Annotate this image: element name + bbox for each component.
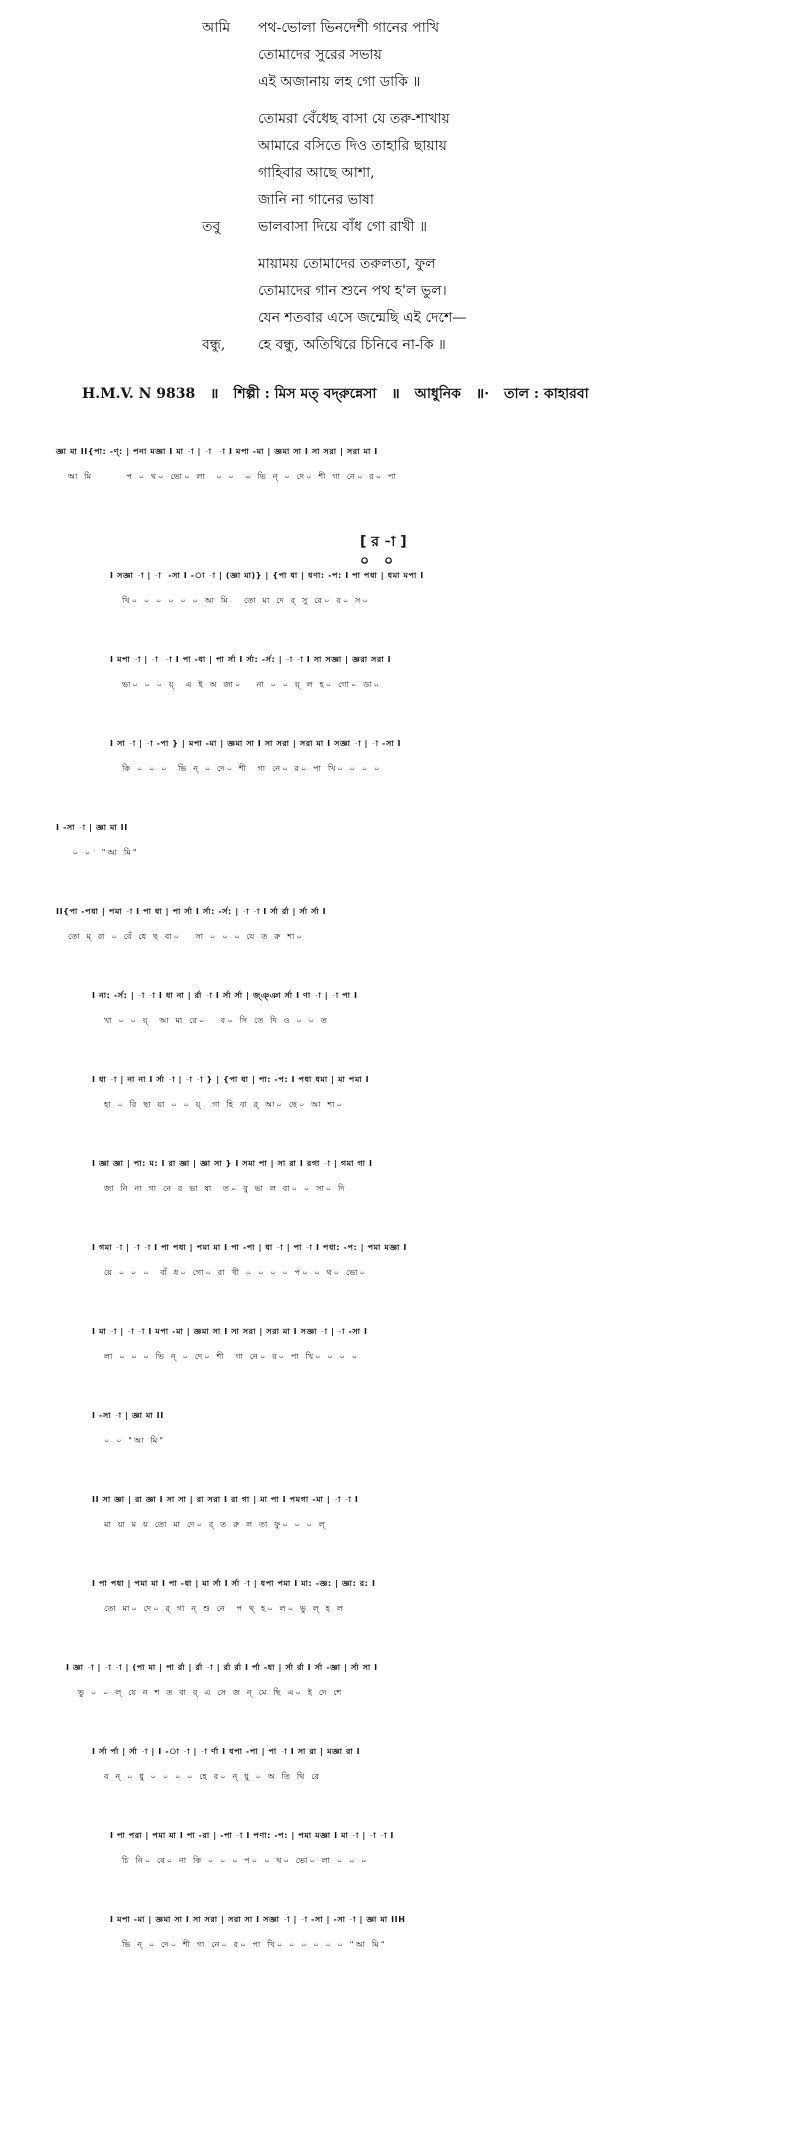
lyrics-line [0, 12, 800, 39]
notation-notes: I না: -র্স: | -া -া I ধা না | র্রা -া I র্সা র্সা | জ্ঞ্ঞা র্সা I ণা -া | -া পা I [92, 991, 358, 1000]
taal: তাল : কাহারবা [504, 386, 589, 402]
notation-words: ০ ০ "আ মি" [68, 848, 139, 857]
lyrics-line [0, 302, 800, 329]
separator: ॥ [210, 386, 219, 402]
lyrics-line-text: হে বন্ধু, অতিথিরে চিনিবে না-কি ॥ [258, 337, 446, 353]
notation-notes: I জ্ঞা -া | -া -া | (পা মা | পা র্রা | র্রা -া | র্রা র্রা I র্পা -ধা | র্সা র্রা I র্সা -জ্ঞা | র্সা সা I [66, 1663, 378, 1672]
lyrics-line-text: আমারে বসিতে দিও তাহারি ছায়ায় [258, 138, 447, 154]
separator: ॥· [475, 386, 490, 402]
notation-system [0, 1074, 800, 1124]
song-header [82, 382, 782, 408]
lyrics-line-text: যেন শতবার এসে জন্মেছি এই দেশে— [258, 310, 467, 326]
lyrics-line [0, 103, 800, 130]
notation-notes: I পা পধা | পমা মা I পা -ধা | মা র্সা I র্সা -া | ধপা পমা I মা: -জ্ঞ: | জ্ঞা: র: I [92, 1579, 376, 1588]
notation-notes: I গমা -া | -া -া I পা পধা | পমা মা I পা -পা | ধা -া | পা -া I পধা: -প: | পমা মজ্ঞা I [92, 1243, 407, 1252]
notation-notes: I র্সা র্পা | র্সা -া | I -া -া | -া র্ণা I ধপা -পা | পা -া I সা রা | মজ্ঞা রা I [92, 1747, 361, 1756]
notation-words: চি নি০ বে০ না কি ০ ০ ০ প০ ০ থ০ ভো০ লা ০ ০ ০ [122, 1856, 369, 1865]
lyrics-line-text: তোমরা বেঁধেছ বাসা যে তরু-শাখায় [258, 111, 450, 127]
lyrics-stanza [0, 248, 800, 356]
notation-notes: II সা জ্ঞা | রা জ্ঞা I সা সা | রা সরা I রা গা | মা পা I পমগা -মা | -া -া I [92, 1495, 359, 1504]
notation-system [0, 654, 800, 704]
notation-words: জা নি না গা নে র ভা ষা ত০ বু ভা ল বা০ ০ সা০ দি [104, 1184, 347, 1193]
notation-notes: জ্ঞা মা II{পা: -ণ্: | পনা মজ্ঞা I মা -া | -া -া I মপা -মা | জ্ঞমা সা I সা সরা | সরা মা I [56, 447, 378, 456]
lyrics-line [0, 211, 800, 238]
notation-system [0, 1578, 800, 1628]
notation-notes: I ধা -া | না না I র্সা -া | -া -া } | {পা ধা | পা: -প: I পধা ধমা | মা পমা I [92, 1075, 370, 1084]
notation-system [0, 1326, 800, 1376]
lyrics-line [0, 275, 800, 302]
lyrics-line-text: পথ-ভোলা ভিনদেশী গানের পাখি [258, 20, 440, 36]
notation-notes: I মপা -মা | জ্ঞমা সা I সা সরা | সরা সা I সজ্ঞা -া | -া -সা | -সা -া | জ্ঞা মা IIH [110, 1915, 406, 1924]
notation-words: ০ ০ "আ মি" [104, 1436, 166, 1445]
notation-words: আ মি প ০ থ০ ভো০ লা ০ ০ ০ ভি ন্ ০ দে০ শী গা নে০ র০ পা [68, 472, 398, 481]
notation-system [0, 906, 800, 956]
lyrics-line-text: জানি না গানের ভাষা [258, 192, 374, 208]
notation-system [0, 1494, 800, 1544]
notation-words: তো ম্ রা ০ বেঁ ধে ছ বা০ সা ০ ০ ০ যে ত রু শা০ [68, 932, 304, 941]
notation-notes: I পা পরা | পমা মা I পা -রা | -পা -া I পণা: -প: | পমা মজ্ঞা I মা -া | -া -া I [110, 1831, 394, 1840]
lyrics-line-text: তোমাদের সুরের সভায় [258, 47, 382, 63]
lyrics-stanza [0, 12, 800, 93]
notation-words: ব ন্ ০ ধু ০ ০ ০ ০ হে ব০ ন্ ধু ০ অ তি থি রে [104, 1772, 322, 1781]
bracket-beats: ০ ০ [360, 553, 399, 569]
notation-system [0, 1830, 800, 1880]
lyrics-line [0, 248, 800, 275]
notation-system [0, 1746, 800, 1796]
genre: আধুনিক [414, 386, 461, 402]
lyrics-line [0, 66, 800, 93]
notation-system [0, 822, 800, 872]
notation-words: মা য়া ম য় তো মা দে০ র্ ত রু ল তা ফু০ ০ ০ ল্ [104, 1520, 327, 1529]
note-variant-bracket [0, 530, 800, 570]
bracket-notes: [ র -া ] [360, 534, 407, 550]
notation-words: ভু ০ ০ ল্ যে ন শ ত বা র্ এ সে জ ন্ মে ছি এ০ ই দে শে [78, 1688, 344, 1697]
lyrics-line [0, 184, 800, 211]
notation-system [0, 1410, 800, 1460]
notation-system [0, 1914, 800, 1964]
notation-system [0, 990, 800, 1040]
notation-notes: I সা -া | -া -পা } | মপা -মা | জ্ঞমা সা I সা সরা | সরা মা I সজ্ঞা -া | -া -সা I [110, 739, 402, 748]
notation-words: খি০ ০ ০ ০ ০ ০ আ মি তো মা দে র্ সু রে০ র০ স০ [122, 596, 370, 605]
lyrics-line-text: গাহিবার আছে আশা, [258, 165, 375, 181]
notation-notes: I মা -া | -া -া I মপা -মা | জ্ঞমা সা I সা সরা | সরা মা I সজ্ঞা -া | -া -সা I [92, 1327, 368, 1336]
notation-words: ভা০ ০ ০ য়্ এ ই অ জা০ না ০ ০ য়্ ল হ০ গো০ ডা০ [122, 680, 382, 689]
notation-notes: I মপা -া | -া -া I পা -ধা | পা র্সা I র্সা: -র্স: | -া -া I সা সজ্ঞা | জ্ঞরা সরা I [110, 655, 392, 664]
notation-system [0, 530, 800, 620]
notation-words: য়ে ০ ০ ০ বাঁ ধ০ গো০ রা খী ০ ০ ০ ০ প০ ০ থ০ ভো০ [104, 1268, 368, 1277]
lyrics-line-label: তবু [202, 219, 221, 235]
notation-system [0, 1242, 800, 1292]
lyrics-line [0, 130, 800, 157]
lyrics-block [0, 12, 800, 366]
notation-system [0, 1662, 800, 1712]
notation-system [0, 1158, 800, 1208]
lyrics-line-text: এই অজানায় লহ গো ডাকি ॥ [258, 74, 421, 90]
notation-words: ভি ন্ ০ দে০ শী গা নে০ র০ পা খি০ ০ ০ ০ ০ ০ "আ মি" [122, 1940, 387, 1949]
notation-block [0, 446, 800, 1998]
notation-system [0, 738, 800, 788]
notation-words: তো মা০ দে০ র্ গা ন্ শু নে প থ্ হ০ ল০ ভু ল্ হ ল [104, 1604, 345, 1613]
notation-notes: II{পা -পধা | পমা -া I পা ধা | পা র্সা I র্সা: -র্স: | -া -া I র্সা র্রা | র্সা র্সা I [56, 907, 327, 916]
lyrics-line [0, 39, 800, 66]
lyrics-line [0, 157, 800, 184]
separator: ॥ [391, 386, 400, 402]
notation-notes: I -সা -া | জ্ঞা মা II [56, 823, 128, 832]
lyrics-line-text: মায়াময় তোমাদের তরুলতা, ফুল [258, 256, 436, 272]
notation-words: লা ০ ০ ০ ভি ন্ ০ দে০ শী গা নে০ র০ পা খি০ ০ ০ ০ [104, 1352, 360, 1361]
notation-words: হা ০ রি ছা য়া ০ ০ য়্ গা হি বা র্ আ০ ছে০ আ শা০ [104, 1100, 345, 1109]
artist-name: শিল্পী : মিস মত্ বদ্‌রুন্নেসা [233, 386, 377, 402]
lyrics-line-label: বন্ধু, [202, 337, 226, 353]
lyrics-line-label: আমি [202, 20, 231, 36]
lyrics-line-text: তোমাদের গান শুনে পথ হ'ল ভুল। [258, 283, 447, 299]
record-number: H.M.V. N 9838 [82, 386, 196, 402]
notation-notes: I জ্ঞা জ্ঞা | পা: ম: I রা জ্ঞা | জ্ঞা সা } I সমা পা | সা রা I রগা -া | গমা গা I [92, 1159, 373, 1168]
notation-system [0, 446, 800, 496]
notation-notes: I সজ্ঞা -া | -া -সা I -া -া | (জ্ঞা মা)} | {পা ধা | ধণা: -প: I পা পধা | ধমা মপা I [110, 571, 424, 580]
notation-words: খা ০ ০ য়্ আ মা রে০ ব০ সি তে দি ও ০ ০ ত [104, 1016, 329, 1025]
notation-words: কি ০ ০ ০ ভি ন্ ০ দে০ শী গা নে০ র০ পা খি০ ০ ০ ০ [122, 764, 382, 773]
lyrics-line-text: ভালবাসা দিয়ে বাঁধ গো রাখী ॥ [258, 219, 428, 235]
lyrics-line [0, 329, 800, 356]
notation-notes: I -সা -া | জ্ঞা মা II [92, 1411, 164, 1420]
lyrics-stanza [0, 103, 800, 238]
